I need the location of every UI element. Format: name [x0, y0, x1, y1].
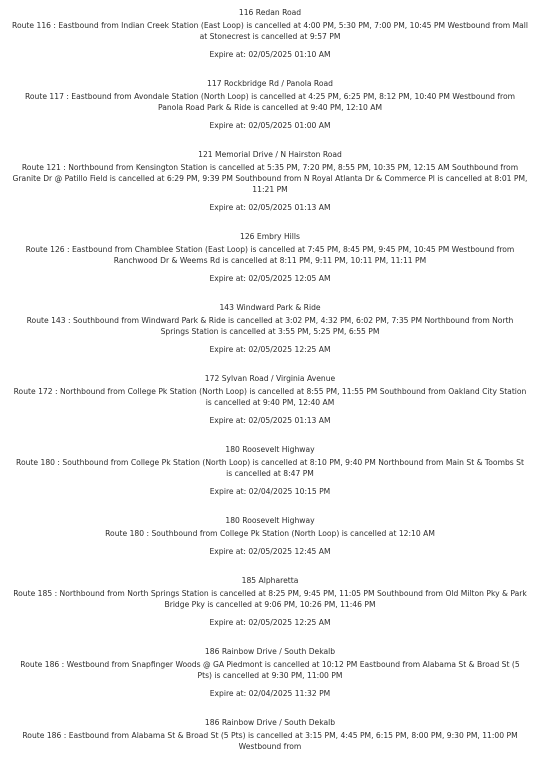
- alert-route-title: 180 Roosevelt Highway: [225, 445, 315, 454]
- service-alert-item: [0, 646, 540, 699]
- alert-expire-time: Expire at: 02/05/2025 01:13 AM: [209, 416, 331, 425]
- alert-route-title: 116 Redan Road: [238, 8, 302, 17]
- alert-expire-time: Expire at: 02/05/2025 01:13 AM: [209, 203, 331, 212]
- alert-message: Route 185 : Northbound from North Springs Station is cancelled at 8:25 PM, 9:45 PM, 11:05 PM Southbound from Old Milton Pky & Park Bridge Pky is cancelled at 9:06 PM, 10:26 PM, 11:46 PM: [13, 589, 527, 609]
- service-alert-item: [0, 717, 540, 752]
- alert-expire-time: Expire at: 02/05/2025 12:25 AM: [209, 345, 331, 354]
- alert-route-title: 185 Alpharetta: [241, 576, 299, 585]
- alert-expire-time: Expire at: 02/05/2025 12:45 AM: [209, 547, 331, 556]
- service-alert-item: [0, 575, 540, 628]
- alert-message: Route 186 : Westbound from Snapfinger Woods @ GA Piedmont is cancelled at 10:12 PM Eastbound from Alabama St & Broad St (5 Pts) is cancelled at 9:30 PM, 11:00 PM: [20, 660, 520, 680]
- alert-expire-time: Expire at: 02/05/2025 12:05 AM: [209, 274, 331, 283]
- alert-message: Route 116 : Eastbound from Indian Creek Station (East Loop) is cancelled at 4:00 PM, 5:30 PM, 7:00 PM, 10:45 PM Westbound from Mall at Stonecrest is cancelled at 9:57 PM: [12, 21, 528, 41]
- alert-route-title: 186 Rainbow Drive / South Dekalb: [204, 647, 336, 656]
- alert-message: Route 143 : Southbound from Windward Park & Ride is cancelled at 3:02 PM, 4:32 PM, 6:02 PM, 7:35 PM Northbound from North Springs Station is cancelled at 3:55 PM, 5:25 PM, 6:55 PM: [26, 316, 514, 336]
- service-alert-item: [0, 515, 540, 557]
- alert-expire-time: Expire at: 02/05/2025 01:00 AM: [209, 121, 331, 130]
- service-alert-item: [0, 373, 540, 426]
- alert-expire-time: Expire at: 02/05/2025 12:25 AM: [209, 618, 331, 627]
- alert-message: Route 172 : Northbound from College Pk Station (North Loop) is cancelled at 8:55 PM, 11:55 PM Southbound from Oakland City Station is cancelled at 9:40 PM, 12:40 AM: [13, 387, 527, 407]
- alert-message: Route 117 : Eastbound from Avondale Station (North Loop) is cancelled at 4:25 PM, 6:25 PM, 8:12 PM, 10:40 PM Westbound from Panola Road Park & Ride is cancelled at 9:40 PM, 12:10 AM: [24, 92, 516, 112]
- alert-route-title: 180 Roosevelt Highway: [225, 516, 315, 525]
- alert-route-title: 172 Sylvan Road / Virginia Avenue: [204, 374, 336, 383]
- alert-message: Route 186 : Eastbound from Alabama St & Broad St (5 Pts) is cancelled at 3:15 PM, 4:45 PM, 6:15 PM, 8:00 PM, 9:30 PM, 11:00 PM Westbound from: [22, 731, 518, 751]
- service-alert-item: [0, 7, 540, 60]
- service-alert-item: [0, 302, 540, 355]
- alert-message: Route 180 : Southbound from College Pk Station (North Loop) is cancelled at 12:10 AM: [105, 529, 435, 538]
- alert-route-title: 186 Rainbow Drive / South Dekalb: [204, 718, 336, 727]
- service-alert-item: [0, 149, 540, 213]
- alert-route-title: 121 Memorial Drive / N Hairston Road: [198, 150, 342, 159]
- alert-message: Route 126 : Eastbound from Chamblee Station (East Loop) is cancelled at 7:45 PM, 8:45 PM, 9:45 PM, 10:45 PM Westbound from Ranchwood Dr & Weems Rd is cancelled at 8:11 PM, 9:11 PM, 10:11 PM, 11:11 PM: [25, 245, 515, 265]
- alert-route-title: 126 Embry Hills: [240, 232, 300, 241]
- alert-expire-time: Expire at: 02/04/2025 10:15 PM: [209, 487, 331, 496]
- alert-route-title: 143 Windward Park & Ride: [219, 303, 321, 312]
- alert-route-title: 117 Rockbridge Rd / Panola Road: [207, 79, 333, 88]
- alert-message: Route 121 : Northbound from Kensington Station is cancelled at 5:35 PM, 7:20 PM, 8:55 PM, 10:35 PM, 12:15 AM Southbound from Granite Dr @ Patillo Field is cancelled at 6:29 PM, 9:39 PM Southbound from N Royal Atlanta Dr & Commerce Pl is cancelled at 8:01 PM, 11:21 PM: [12, 163, 528, 194]
- alert-expire-time: Expire at: 02/04/2025 11:32 PM: [209, 689, 331, 698]
- service-alert-list: [0, 7, 540, 770]
- alert-expire-time: Expire at: 02/05/2025 01:10 AM: [209, 50, 331, 59]
- service-alert-item: [0, 231, 540, 284]
- service-alert-item: [0, 444, 540, 497]
- service-alert-item: [0, 78, 540, 131]
- alert-message: Route 180 : Southbound from College Pk Station (North Loop) is cancelled at 8:10 PM, 9:40 PM Northbound from Main St & Toombs St is cancelled at 8:47 PM: [16, 458, 524, 478]
